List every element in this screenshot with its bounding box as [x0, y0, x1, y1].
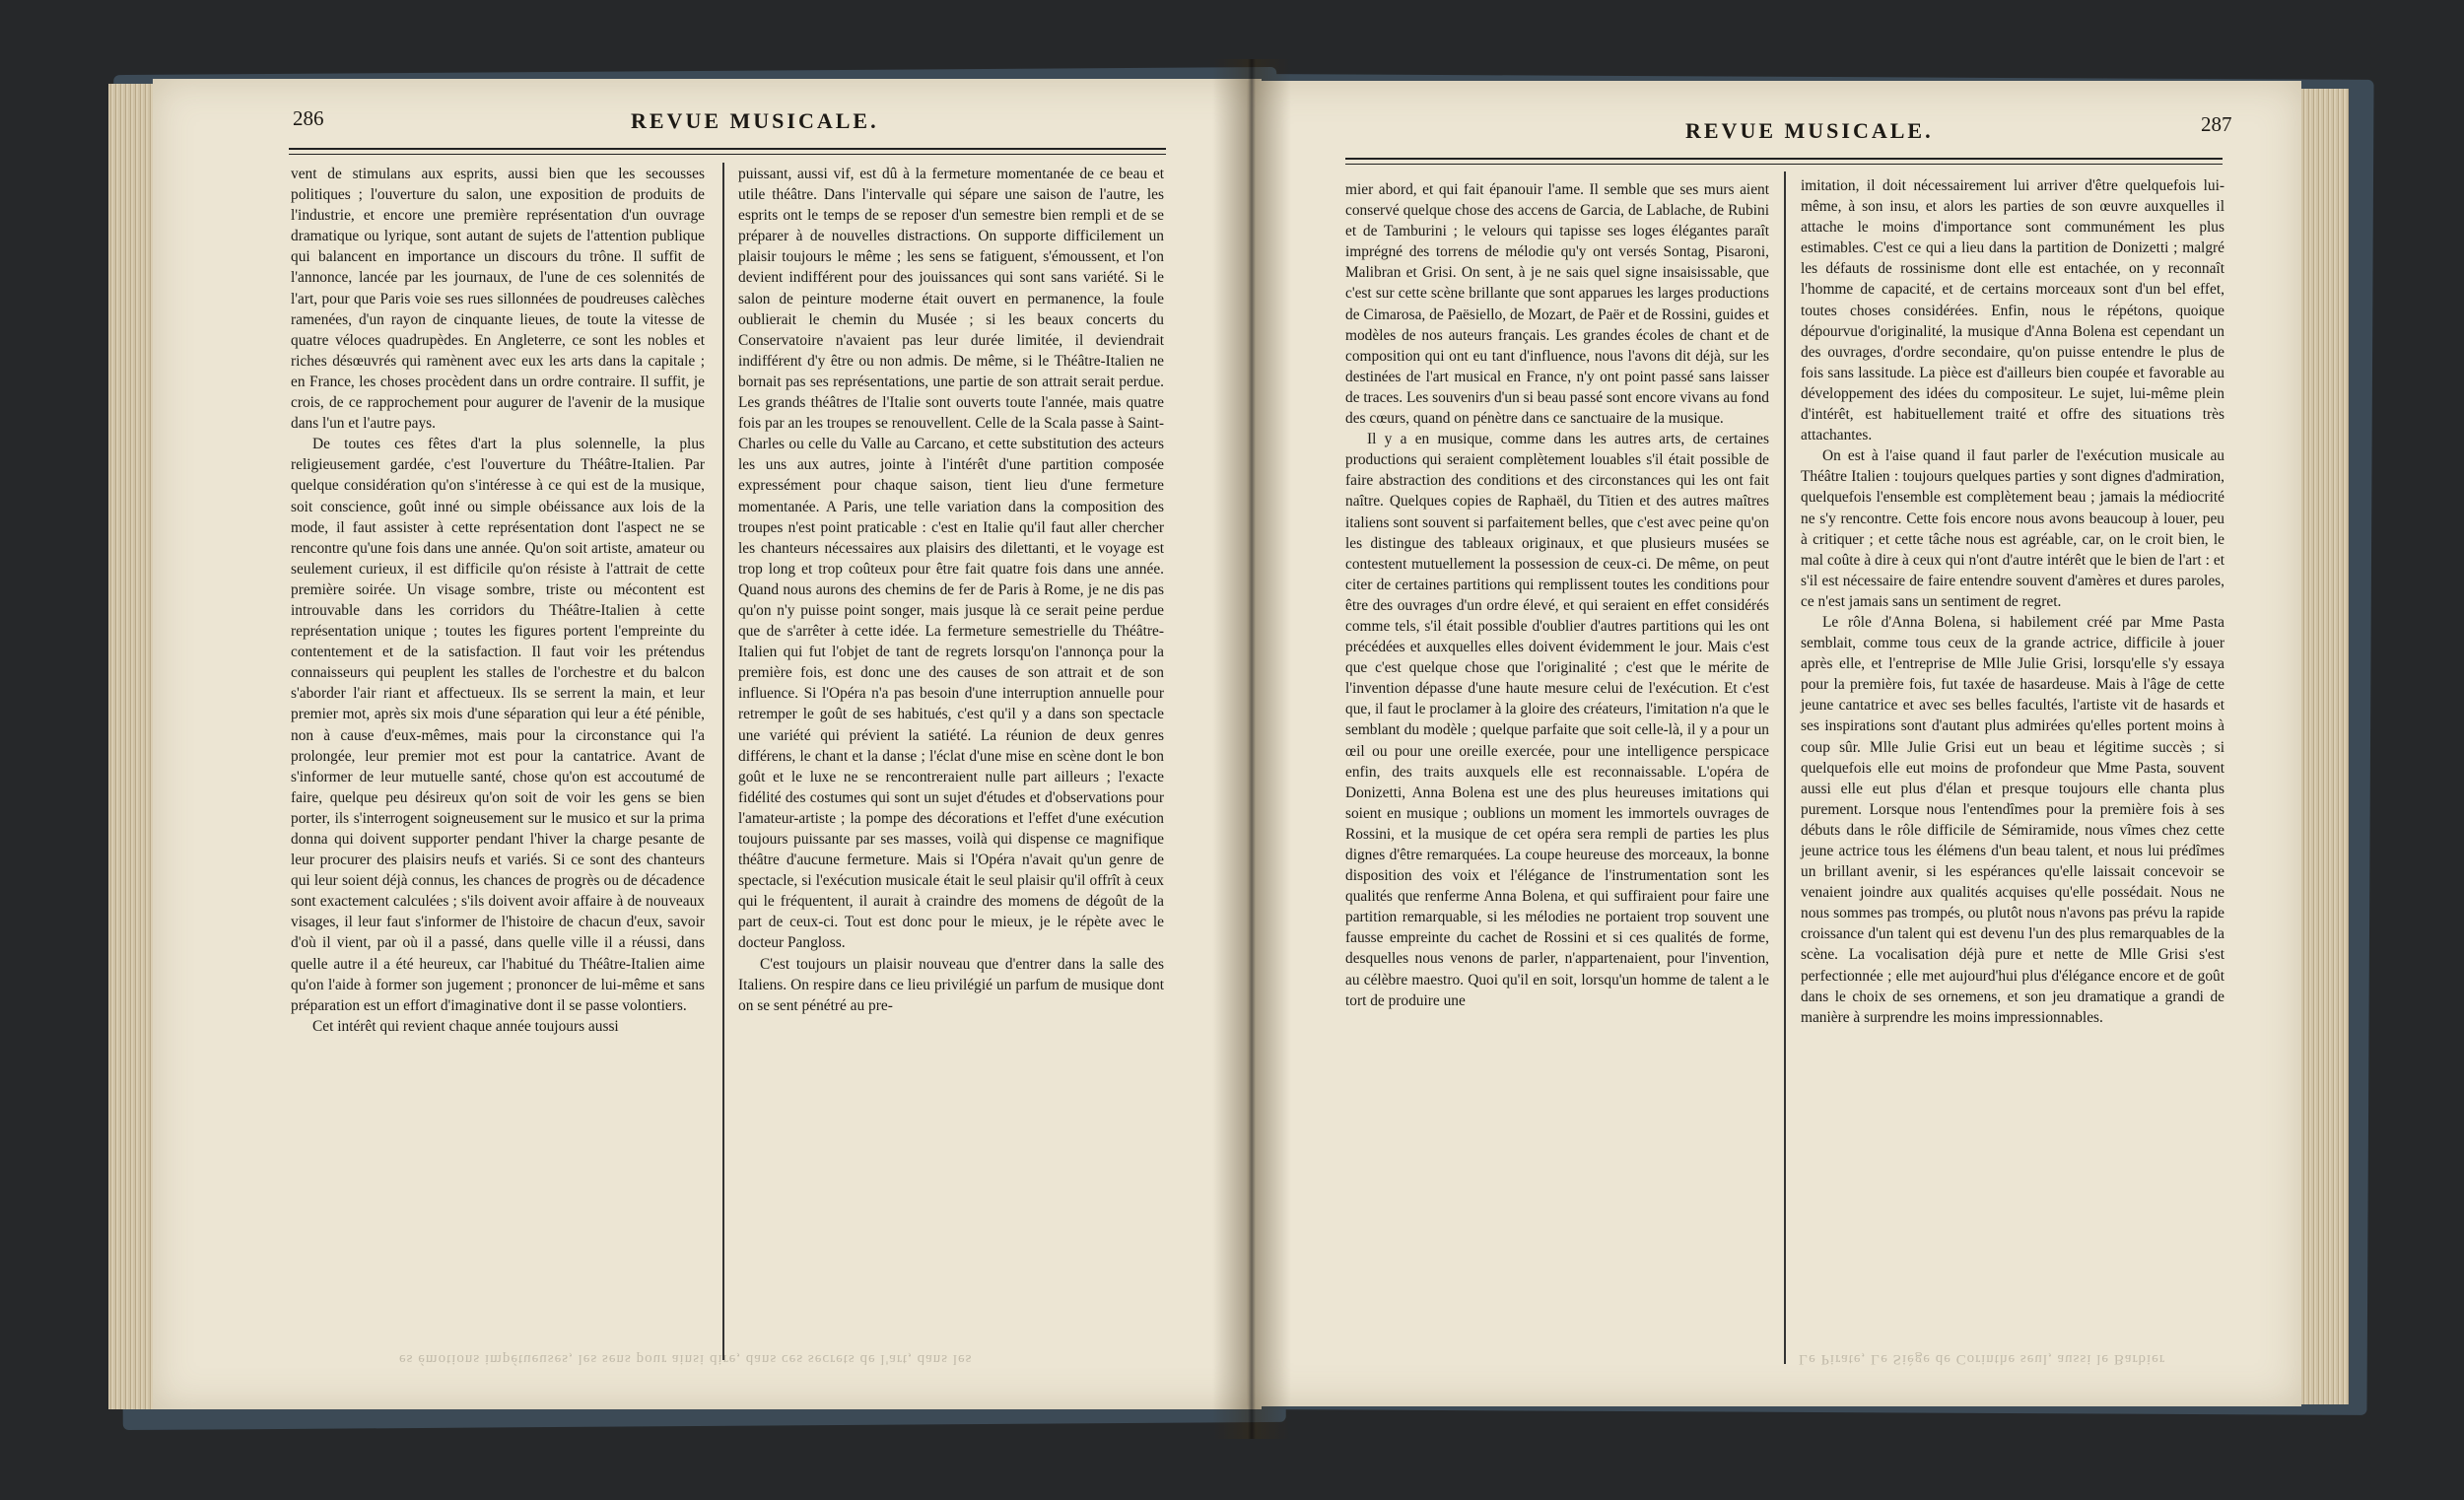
paragraph: On est à l'aise quand il faut parler de l'exécution musicale au Théâtre Italien : toujours quelques parties y sont dignes d'admiration, quelquefois l'ensemble est complètement beau ; jamais la médiocrité ne s'y rencontre. Cette fois encore nous avons beaucoup à louer, peu à critiquer ; et cette tâche nous est agréable, car, on le croit bien, le mal coûte à dire à ceux qui n'ont d'autre intérêt que le bien de l'art : et s'il est nécessaire de faire entendre souvent d'amères et dures paroles, ce n'est jamais sans un sentiment de regret. — [1801, 447, 2224, 610]
right-page — [1247, 81, 2301, 1406]
bleed-through-text: Le Pirate, Le Siège de Corinthe seul, aussi le Barbier — [1799, 1351, 2165, 1367]
paragraph: Cet intérêt qui revient chaque année toujours aussi — [312, 1017, 619, 1035]
text-column-left-2 — [738, 164, 1164, 1016]
page-number: 287 — [2201, 112, 2232, 136]
paragraph: vent de stimulans aux esprits, aussi bien que les secousses politiques ; l'ouverture du salon, une exposition de produits de l'industrie, et encore une première représentation d'un ouvrage dramatique ou lyrique, sont autant de sujets de l'attention publique qui balancent en importance un discours du trône. Il suffit de l'annonce, lancée par les journaux, de l'une de ces solennités de l'art, pour que Paris voie ses rues sillonnées de poudreuses calèches ramenées, d'un rayon de cinquante lieues, de toute la vitesse de quatre véloces quadrupèdes. En Angleterre, ce sont les nobles et riches désœuvrés qui ramènent avec eux les arts dans la capitale ; en France, les choses procèdent dans un ordre contraire. Il suffit, je crois, de ce rapprochement pour augurer de l'avenir de la musique dans l'un et l'autre pays. — [291, 166, 705, 433]
paragraph: Le rôle d'Anna Bolena, si habilement créé par Mme Pasta semblait, comme tous ceux de la grande actrice, difficile à jouer après elle, et l'entreprise de Mlle Julie Grisi, lorsqu'elle s'y essaya pour la première fois, fut taxée de hasardeuse. Mais à l'âge de cette jeune cantatrice et avec ses belles facultés, l'artiste vit de hasards et ses inspirations sont d'autant plus admirées qu'elles portent moins à coup sûr. Mlle Julie Grisi eut un beau et légitime succès ; si quelquefois elle eut moins de profondeur que Mme Pasta, souvent aussi elle eut plus d'élan et presque toujours elle chanta plus purement. Lorsque nous l'entendîmes pour la première fois à ses débuts dans le rôle difficile de Sémiramide, nous vîmes chez cette jeune actrice tous les élémens d'un beau talent, et nous lui prédîmes un brillant avenir, si les espérances qu'elle laissait concevoir se venaient joindre aux qualités acquises qu'elle possédait. Nous ne nous sommes pas trompés, ou plutôt nous n'avons pas prévu la rapide croissance d'un talent qui est devenu l'un des plus remarquables de la scène. La vocalisation déjà pure et nette de Mlle Grisi s'est perfectionnée ; elle met aujourd'hui plus d'élégance encore et de goût dans le choix de ses ornemens, et son jeu dramatique a grandi de manière à surprendre les moins impressionnables. — [1801, 613, 2224, 1026]
book-gutter — [1212, 59, 1291, 1439]
column-rule — [1784, 171, 1786, 1364]
page-number: 286 — [293, 106, 324, 130]
header-rule — [1345, 158, 2223, 165]
bleed-through-text: es émotions impétueuses, les sens pour ainsi dire, dans ces secrets de l'art, dans les — [399, 1351, 973, 1367]
text-column-left-1 — [291, 164, 705, 1037]
text-column-right-2 — [1801, 175, 2224, 1028]
running-head: REVUE MUSICALE. — [631, 108, 879, 133]
paragraph: imitation, il doit nécessairement lui arriver d'être quelquefois lui-même, à son insu, et alors les parties de son œuvre auxquelles il attache le moins d'importance sont communément les plus estimables. C'est ce qui a lieu dans la partition de Donizetti ; malgré les défauts de rossinisme dont elle est entachée, on y reconnaît l'homme de capacité, et de certains morceaux sont d'un bel effet, toutes choses considérées. Enfin, nous le répétons, quoique dépourvue d'originalité, la musique d'Anna Bolena est cependant un des ouvrages, d'ordre secondaire, qu'on puisse entendre le plus de fois sans lassitude. La pièce est d'ailleurs bien coupée et favorable au développement des idées du compositeur. Le sujet, lui-même plein d'intérêt, est habituellement traité et offre des situations très attachantes. — [1801, 177, 2224, 444]
page-edges-left — [108, 84, 158, 1409]
paragraph: De toutes ces fêtes d'art la plus solennelle, la plus religieusement gardée, c'est l'ouverture du Théâtre-Italien. Par quelque considération qu'on s'intéresse à ce qui est de la musique, soit conscience, goût inné ou simple obéissance aux lois de la mode, il faut assister à cette représentation dont l'aspect ne se rencontre qu'une fois dans une année. Qu'on soit artiste, amateur ou seulement curieux, il est difficile qu'on résiste à l'attrait de cette première soirée. Un visage sombre, triste ou mécontent est introuvable dans les corridors du Théâtre-Italien à cette représentation unique ; toutes les figures portent l'empreinte du contentement et de la satisfaction. Il faut voir les prétendus connaisseurs qui peuplent les stalles de l'orchestre et du balcon s'aborder l'air riant et affectueux. Ils se serrent la main, et leur premier mot, après six mois d'une séparation qui leur a été pénible, non à cause d'eux-mêmes, mais pour la circonstance qui l'a prolongée, leur premier mot est pour la cantatrice. Avant de s'informer de leur mutuelle santé, chose qu'on est accoutumé de faire, quelque peu désireux qu'on soit de voir les gens se bien porter, ils s'interrogent soigneusement sur le musico et sur la prima donna qui doivent supporter pendant l'hiver la charge pesante de leur procurer des plaisirs neufs et variés. Si ce sont des chanteurs qui leur soient déjà connus, les chances de progrès ou de décadence sont exactement calculées ; s'ils doivent avoir affaire à de nouveaux visages, il leur faut s'informer de l'histoire de chacun d'eux, savoir d'où il vient, par où il a passé, dans quelle ville il a réussi, dans quelle autre il a été heureux, car l'habitué du Théâtre-Italien aime qu'on l'aide à former son jugement ; prononcer de lui-même et sans préparation est un effort d'imaginative dont il se passe volontiers. — [291, 436, 705, 1014]
paragraph: puissant, aussi vif, est dû à la fermeture momentanée de ce beau et utile théâtre. Dans l'intervalle qui sépare une saison de l'autre, les esprits ont le temps de se reposer d'un semestre bien rempli et de se préparer à de nouvelles distractions. On supporte difficilement un plaisir toujours le même ; les sens se fatiguent, s'émoussent, et l'on devient indifférent pour des jouissances qui sont sans variété. Si le salon de peinture moderne était ouvert en permanence, la foule oublierait le chemin du Musée ; si les beaux concerts du Conservatoire n'avaient pas leur durée limitée, il deviendrait indifférent d'y être ou non admis. De même, si le Théâtre-Italien ne bornait pas ses représentations, une partie de son attrait serait perdue. Les grands théâtres de l'Italie sont ouverts toute l'année, mais quatre fois par an les troupes se renouvellent. Celle de la Scala passe à Saint-Charles ou celle du Valle au Carcano, et cette substitution des acteurs les uns aux autres, jointe à l'intérêt d'une partition composée expressément pour chaque saison, tient lieu d'une fermeture momentanée. A Paris, une telle variation dans la composition des troupes n'est point praticable : c'est en Italie qu'il faut aller chercher les chanteurs nécessaires aux plaisirs des dilettanti, et le voyage est trop long et trop coûteux pour être fait quatre fois dans une année. Quand nous aurons des chemins de fer de Paris à Rome, je ne dis pas qu'on n'y puisse point songer, mais jusque là ce serait peine perdue que de s'arrêter à cette idée. La fermeture semestrielle du Théâtre-Italien qui fut l'objet de tant de regrets lorsqu'on l'annonça pour la première fois, est donc une des causes de son attrait et de son influence. Si l'Opéra n'a pas besoin d'une interruption annuelle pour retremper le goût de ses habitués, c'est qu'il y a dans son spectacle une variété qui prévient la satiété. La réunion de deux genres différens, le chant et la danse ; l'éclat d'une mise en scène dont le bon goût et le luxe ne se rencontreraient nulle part ailleurs ; l'exacte fidélité des costumes qui sont un sujet d'études et d'observations pour l'amateur-artiste ; la pompe des décorations et l'effet d'une exécution toujours puissante par ses masses, voilà qui dispense ce magnifique théâtre d'aucune fermeture. Mais si l'Opéra n'avait qu'un genre de spectacle, si l'exécution musicale était le seul plaisir qu'il offrît à ceux qui le fréquentent, il aurait à craindre des momens de dégoût de la part de ceux-ci. Tout est donc pour le mieux, je le répète avec le docteur Pangloss. — [738, 166, 1164, 952]
paragraph: mier abord, et qui fait épanouir l'ame. Il semble que ses murs aient conservé quelque chose des accens de Garcia, de Lablache, de Rubini et de Tamburini ; le velours qui tapisse ses loges élégantes paraît imprégné des torrens de mélodie qu'y ont versés Sontag, Pisaroni, Malibran et Grisi. On sent, à je ne sais quel signe insaisissable, que c'est sur cette scène brillante que sont apparues les larges productions de Cimarosa, de Paësiello, de Mozart, de Paër et de Rossini, guides et modèles de nos auteurs français. Les grandes écoles de chant et de composition qui ont eu tant d'influence, nous l'avons dit déjà, sur les destinées de l'art musical en France, n'y ont point passé sans laisser de traces. Les souvenirs d'un si beau passé sont encore vivans au fond des cœurs, quand on pénètre dans ce sanctuaire de la musique. — [1345, 181, 1769, 428]
running-head: REVUE MUSICALE. — [1685, 118, 1934, 143]
paragraph: Il y a en musique, comme dans les autres arts, de certaines productions qui seraient complètement louables s'il était possible de faire abstraction des conditions et des circonstances qui les ont fait naître. Quelques copies de Raphaël, du Titien et des autres maîtres italiens sont souvent si parfaitement belles, que c'est avec peine qu'on les distingue des tableaux originaux, et que plusieurs musées se contestent mutuellement la possession de ceux-ci. De même, on peut citer de certaines partitions qui remplissent toutes les conditions pour être des ouvrages d'un ordre élevé, et qui seraient en effet considérés comme tels, s'il était possible d'oublier d'autres partitions qui les ont précédées et auxquelles elles doivent évidemment le jour. Mais c'est que c'est quelque chose que l'originalité ; c'est que le mérite de l'invention dépasse d'une haute mesure celui de l'exécution. Et c'est que, il faut le proclamer à la gloire des créateurs, l'imitation n'a que le semblant du modèle ; quelque parfaite que soit celle-là, il y a pour un œil ou pour une oreille exercée, pour une intelligence perspicace enfin, des traits auxquels elle est reconnaissable. L'opéra de Donizetti, Anna Bolena est une des plus heureuses imitations qui soient en musique ; oublions un moment les immortels ouvrages de Rossini, et la musique de cet opéra sera rempli de parties les plus dignes d'être remarquées. La coupe heureuse des morceaux, la bonne disposition des voix et l'élégance de l'instrumentation sont les qualités que renferme Anna Bolena, et qui suffiraient pour faire une partition remarquable, si les mélodies ne portaient trop souvent une fausse empreinte du cachet de Rossini et si ces qualités de forme, desquelles nous venons de parler, n'appartenaient, pour l'invention, au célèbre maestro. Quoi qu'il en soit, lorsqu'un homme de talent a le tort de produire une — [1345, 431, 1769, 1009]
left-page — [153, 79, 1262, 1409]
text-column-right-1 — [1345, 179, 1769, 1011]
header-rule — [289, 148, 1166, 155]
column-rule — [722, 163, 724, 1360]
paragraph: C'est toujours un plaisir nouveau que d'entrer dans la salle des Italiens. On respire dans ce lieu privilégié un parfum de musique dont on se sent pénétré au pre- — [738, 955, 1164, 1014]
